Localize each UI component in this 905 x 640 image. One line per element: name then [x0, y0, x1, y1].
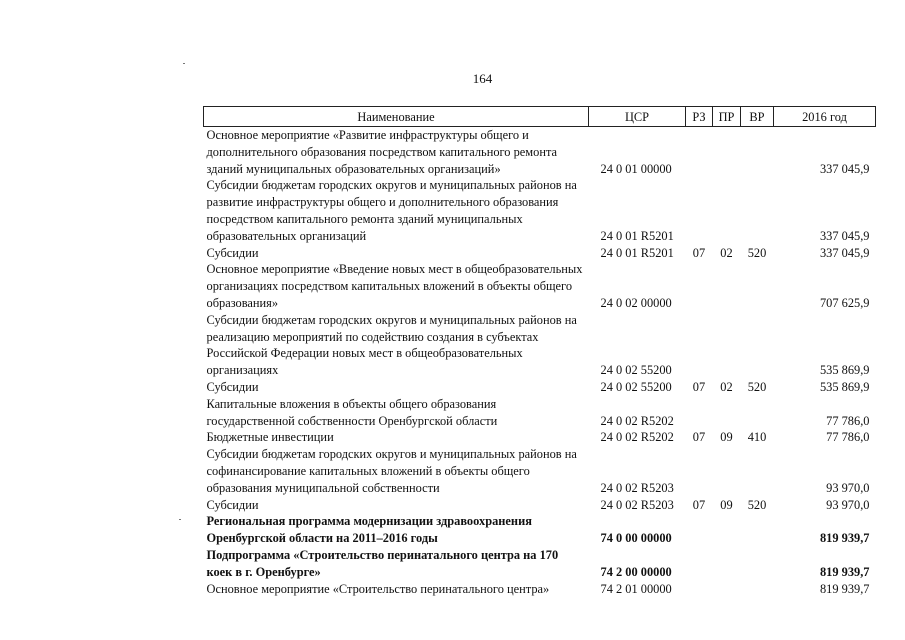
row-vr-cell: 520 [747, 245, 767, 260]
table-row [204, 379, 876, 396]
row-csr-cell: 24 0 02 R5203 [600, 480, 674, 495]
row-name-cell: Субсидии бюджетам городских округов и муниципальных районов на реализацию мероприятий по содействию создания в субъектах Российской Федерации новых мест в общеобразовательных организациях [206, 312, 577, 378]
row-pr-cell [713, 127, 741, 178]
table-row [204, 547, 876, 581]
row-pr-cell [713, 547, 741, 581]
row-csr-cell: 74 2 00 00000 [600, 564, 672, 579]
row-amount-cell: 337 045,9 [819, 161, 870, 176]
row-name-cell: Субсидии бюджетам городских округов и муниципальных районов на софинансирование капитальных вложений в объекты общего образования муниципальной собственности [206, 447, 577, 495]
header-vr: ВР [741, 107, 774, 127]
row-amount-cell: 535 869,9 [819, 379, 870, 394]
row-pr-cell [713, 446, 741, 496]
header-rz: РЗ [686, 107, 713, 127]
table-row [204, 127, 876, 178]
row-pr-cell [713, 513, 741, 547]
row-pr-cell [713, 396, 741, 430]
row-vr-cell [741, 127, 774, 178]
row-rz-cell [686, 513, 713, 547]
row-csr-cell: 24 0 01 R5201 [600, 245, 674, 260]
row-amount-cell: 707 625,9 [819, 295, 870, 310]
row-vr-cell [741, 581, 774, 598]
row-vr-cell: 520 [747, 379, 767, 394]
row-csr-cell: 24 0 02 00000 [600, 295, 672, 310]
row-amount-cell: 93 970,0 [826, 497, 870, 512]
row-vr-cell: 410 [747, 430, 767, 445]
table-header-row [204, 107, 876, 127]
row-pr-cell: 09 [720, 497, 733, 512]
row-pr-cell [713, 177, 741, 244]
row-rz-cell [686, 312, 713, 379]
row-pr-cell: 02 [720, 245, 733, 260]
row-rz-cell [686, 581, 713, 598]
page-number: 164 [472, 71, 493, 86]
row-amount-cell: 819 939,7 [819, 531, 870, 546]
row-vr-cell [741, 396, 774, 430]
row-vr-cell [741, 261, 774, 311]
row-amount-cell: 819 939,7 [819, 581, 870, 596]
row-csr-cell: 74 2 01 00000 [600, 581, 672, 596]
header-year: 2016 год [774, 107, 876, 127]
row-rz-cell: 07 [692, 245, 706, 260]
row-rz-cell [686, 177, 713, 244]
row-csr-cell: 24 0 02 55200 [600, 363, 672, 378]
row-pr-cell [713, 312, 741, 379]
row-name-cell: Основное мероприятие «Развитие инфраструктуры общего и дополнительного образования посредством капитального ремонта зданий муниципальных образовательных организаций» [206, 128, 558, 176]
scan-speck [179, 519, 181, 520]
row-rz-cell [686, 261, 713, 311]
header-name: Наименование [204, 107, 589, 127]
row-amount-cell: 77 786,0 [826, 413, 870, 428]
row-amount-cell: 77 786,0 [826, 430, 870, 445]
row-rz-cell [686, 127, 713, 178]
row-name-cell: Подпрограмма «Строительство перинатального центра на 170 коек в г. Оренбурге» [206, 547, 559, 579]
table-row [204, 513, 876, 547]
row-rz-cell [686, 396, 713, 430]
row-vr-cell [741, 513, 774, 547]
row-csr-cell: 24 0 02 R5202 [600, 413, 674, 428]
row-name-cell: Основное мероприятие «Строительство перинатального центра» [206, 581, 550, 596]
row-amount-cell: 337 045,9 [819, 245, 870, 260]
row-name-cell: Субсидии бюджетам городских округов и муниципальных районов на развитие инфраструктуры общего и дополнительного образования посредством капитального ремонта зданий муниципальных образовательных организаций [206, 178, 577, 243]
row-csr-cell: 24 0 02 R5202 [600, 430, 674, 445]
table-row [204, 245, 876, 262]
table-row [204, 581, 876, 598]
row-pr-cell: 02 [720, 379, 733, 394]
budget-table [203, 106, 876, 597]
row-amount-cell: 93 970,0 [826, 480, 870, 495]
table-row [204, 177, 876, 244]
row-name-cell: Капитальные вложения в объекты общего образования государственной собственности Оренбургской области [206, 396, 498, 428]
scan-speck [183, 63, 185, 64]
table-row [204, 312, 876, 379]
row-vr-cell: 520 [747, 497, 767, 512]
row-vr-cell [741, 547, 774, 581]
row-pr-cell [713, 581, 741, 598]
row-vr-cell [741, 446, 774, 496]
table-row [204, 446, 876, 496]
row-name-cell: Субсидии [206, 379, 259, 394]
row-name-cell: Субсидии [206, 497, 259, 512]
row-csr-cell: 24 0 02 55200 [600, 379, 672, 394]
row-amount-cell: 535 869,9 [819, 363, 870, 378]
row-name-cell: Бюджетные инвестиции [206, 430, 334, 445]
row-csr-cell: 24 0 01 R5201 [600, 228, 674, 243]
table-body [204, 127, 876, 598]
header-pr: ПР [713, 107, 741, 127]
row-vr-cell [741, 312, 774, 379]
row-pr-cell: 09 [720, 430, 733, 445]
row-name-cell: Региональная программа модернизации здравоохранения Оренбургской области на 2011–2016 годы [206, 514, 532, 546]
row-amount-cell: 819 939,7 [819, 564, 870, 579]
header-csr: ЦСР [589, 107, 686, 127]
row-rz-cell [686, 547, 713, 581]
row-name-cell: Субсидии [206, 245, 259, 260]
table-row [204, 429, 876, 446]
row-rz-cell: 07 [692, 379, 706, 394]
row-vr-cell [741, 177, 774, 244]
row-csr-cell: 24 0 01 00000 [600, 161, 672, 176]
table-row [204, 497, 876, 514]
table-row [204, 261, 876, 311]
row-csr-cell: 74 0 00 00000 [600, 531, 672, 546]
row-name-cell: Основное мероприятие «Введение новых мест в общеобразовательных организациях посредством капитальных вложений в объекты общего образования» [206, 262, 583, 310]
row-pr-cell [713, 261, 741, 311]
row-rz-cell: 07 [692, 497, 706, 512]
table-row [204, 396, 876, 430]
row-csr-cell: 24 0 02 R5203 [600, 497, 674, 512]
row-rz-cell [686, 446, 713, 496]
row-amount-cell: 337 045,9 [819, 228, 870, 243]
row-rz-cell: 07 [692, 430, 706, 445]
